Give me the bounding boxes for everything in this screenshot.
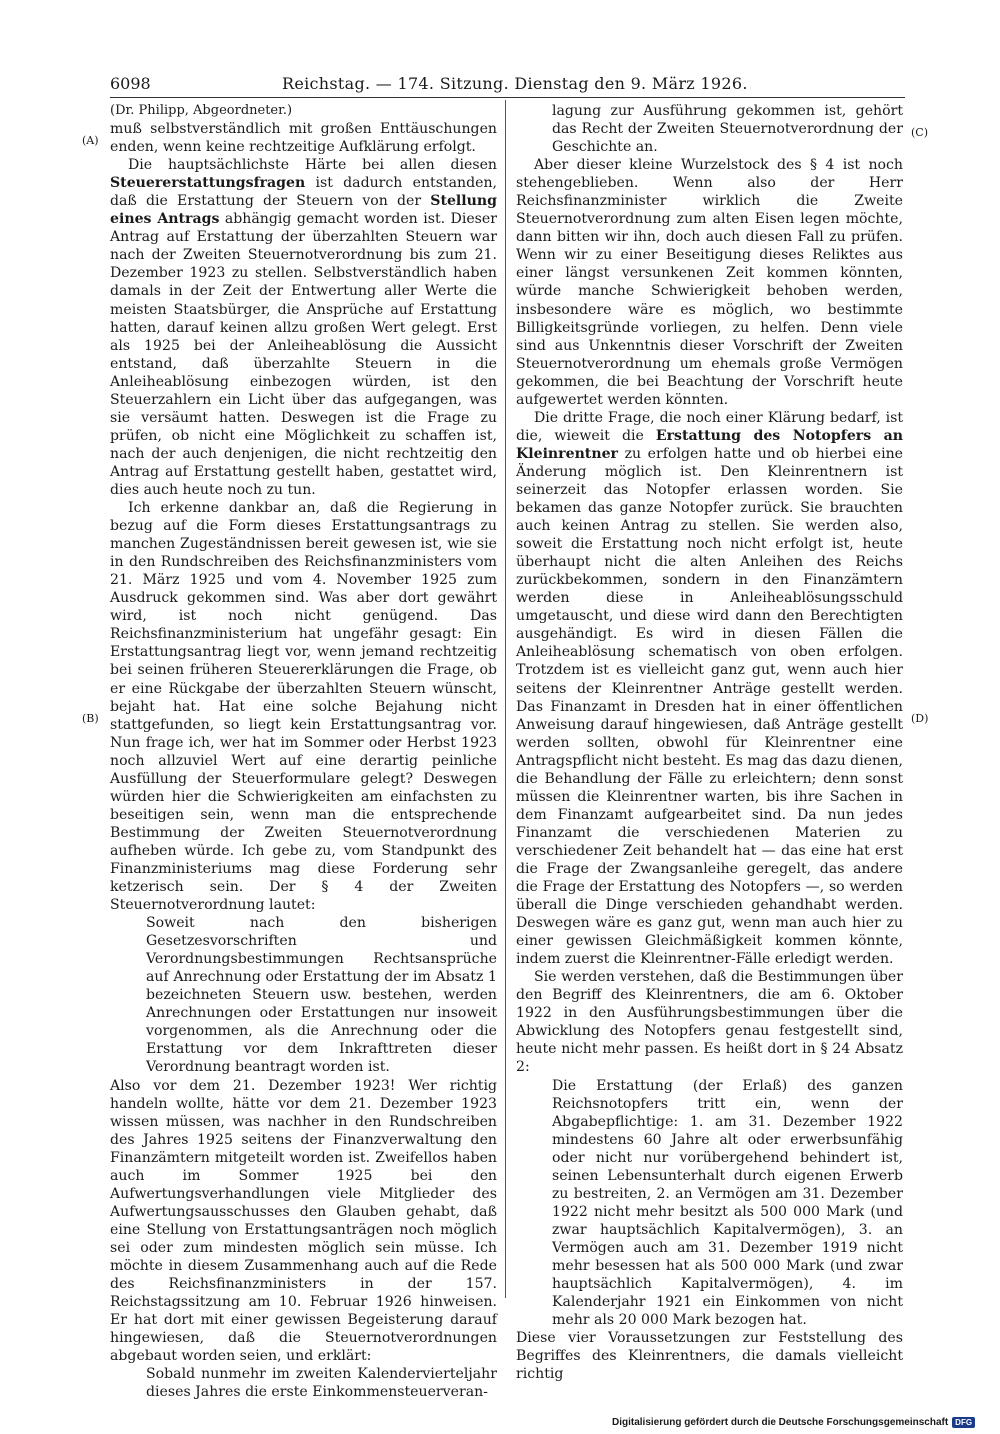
page-header: [110, 74, 905, 98]
paragraph: Diese vier Voraussetzungen zur Feststellung des Begriffes des Kleinrentners, die damals vielleicht richtig: [516, 1330, 903, 1383]
margin-mark-d: (D): [911, 712, 929, 725]
paragraph: Aber dieser kleine Wurzelstock des § 4 ist noch stehengeblieben. Wenn also der Herr Reichsfinanzminister wirklich die Zweite Steuernotverordnung zum alten Eisen legen möchte, dann bitten wir ihn, doch auch diesen Fall zu prüfen. Wenn wir zu einer Beseitigung dieses Reliktes aus einer längst versunkenen Zeit kommen könnten, würde manche Schwierigkeit behoben werden, insbesondere wäre es möglich, wo bestimmte Billigkeitsgründe vorliegen, zu helfen. Denn viele sind aus Unkenntnis dieser Vorschrift der Zweiten Steuernotverordnung um ehemals große Vermögen gekommen, die bei Beachtung der Vorschrift heute aufgewertet werden könnten.: [516, 157, 903, 408]
column-divider: [505, 100, 506, 1298]
block-quote: Soweit nach den bisherigen Gesetzesvorschriften und Verordnungsbestimmungen Rechtsansprüche auf Anrechnung oder Erstattung der im Absatz 1 bezeichneten Steuern usw. bestehen, werden Anrechnungen oder Erstattungen nur insoweit vorgenommen, als die Anrechnung oder die Erstattung vor dem Inkrafttreten dieser Verordnung beantragt worden ist.: [146, 915, 497, 1076]
emphasis: Stellung eines Antrags: [110, 193, 497, 228]
right-column: [516, 102, 903, 1383]
paragraph: muß selbstverständlich mit großen Enttäuschungen enden, wenn keine rechtzeitige Aufklärung erfolgt.: [110, 121, 497, 156]
paragraph: Sie werden verstehen, daß die Bestimmungen über den Begriff des Kleinrentners, die am 6. Oktober 1922 in den Ausführungsbestimmungen über die Abwicklung des Notopfers genau festgestellt sind, heute nicht mehr passen. Es heißt dort in § 24 Absatz 2:: [516, 969, 903, 1076]
block-quote: lagung zur Ausführung gekommen ist, gehört das Recht der Zweiten Steuernotverordnung der Geschichte an.: [552, 103, 903, 156]
emphasis: Steuererstattungsfragen: [110, 175, 306, 192]
left-column: [110, 102, 497, 1401]
margin-mark-b: (B): [82, 712, 99, 725]
header-rule: [110, 97, 905, 98]
page-number: 6098: [110, 74, 151, 93]
paragraph: Ich erkenne dankbar an, daß die Regierung in bezug auf die Form dieses Erstattungsantrags zu manchen Zugeständnissen bereit gewesen ist, wie sie in den Rundschreiben des Reichsfinanzministers vom 21. März 1925 und vom 4. November 1925 zum Ausdruck gekommen sind. Was aber dort gewährt wird, ist noch nicht genügend. Das Reichsfinanzministerium hat ungefähr gesagt: Ein Erstattungsantrag liegt vor, wenn jemand rechtzeitig bei seinen früheren Steuererklärungen die Frage, ob er eine Rückgabe der überzahlten Steuern wünscht, bejaht hat. Hat eine solche Bejahung nicht stattgefunden, so liegt kein Erstattungsantrag vor. Nun frage ich, wer hat im Sommer oder Herbst 1923 noch allzuviel Wert auf eine derartig peinliche Ausfüllung der Steuerformulare gelegt? Deswegen würden hier die Schwierigkeiten am einfachsten zu beseitigen sein, wenn man die entsprechende Bestimmung der Zweiten Steuernotverordnung aufheben würde. Ich gebe zu, vom Standpunkt des Finanzministeriums mag diese Forderung sehr ketzerisch sein. Der § 4 der Zweiten Steuernotverordnung lautet:: [110, 500, 497, 914]
speaker-attribution: (Dr. Philipp, Abgeordneter.): [110, 103, 293, 118]
block-quote: Die Erstattung (der Erlaß) des ganzen Reichsnotopfers tritt ein, wenn der Abgabepflichtige: 1. am 31. Dezember 1922 mindestens 60 Jahre alt oder erwerbsunfähig oder nicht nur vorübergehend behindert ist, seinen Lebensunterhalt durch eigenen Erwerb zu bestreiten, 2. an Vermögen am 31. Dezember 1922 nicht mehr besitzt als 500 000 Mark (und zwar hauptsächlich Kapitalvermögen), 3. an Vermögen auch am 31. Dezember 1919 nicht mehr besessen hat als 500 000 Mark (und zwar hauptsächlich Kapitalvermögen), 4. im Kalenderjahr 1921 ein Einkommen von nicht mehr als 20 000 Mark bezogen hat.: [552, 1077, 903, 1329]
paragraph: Die hauptsächlichste Härte bei allen diesen Steuererstattungsfragen ist dadurch entstanden, daß die Erstattung der Steuern von der Stellung eines Antrags abhängig gemacht worden ist. Dieser Antrag auf Erstattung der überzahlten Steuern war nach der Zweiten Steuernotverordnung bis zum 21. Dezember 1923 zu stellen. Selbstverständlich haben damals in der Zeit der Entwertung aller Werte die meisten Staatsbürger, die Ansprüche auf Erstattung hatten, darauf keinen allzu großen Wert gelegt. Erst als 1925 bei der Anleiheablösung die Aussicht entstand, daß überzahlte Steuern in die Anleiheablösung einbezogen würden, ist den Steuerzahlern ein Licht über das aufgegangen, was sie versäumt hatten. Deswegen ist die Frage zu prüfen, ob nicht eine Möglichkeit zu schaffen ist, nach der auch denjenigen, die nicht rechtzeitig den Antrag auf Erstattung gestellt haben, gestattet wird, dies auch heute noch zu tun.: [110, 157, 497, 498]
funding-credit: Digitalisierung gefördert durch die Deutsche Forschungsgemeinschaft: [612, 1417, 949, 1428]
margin-mark-c: (C): [911, 126, 928, 139]
emphasis: Erstattung des Notopfers an Kleinrentner: [516, 427, 903, 462]
dfg-logo: DFG: [952, 1417, 975, 1428]
paragraph: Die dritte Frage, die noch einer Klärung bedarf, ist die, wieweit die Erstattung des Notopfers an Kleinrentner zu erfolgen hatte und ob hierbei eine Änderung möglich ist. Den Kleinrentnern ist seinerzeit das Notopfer erlassen worden. Sie bekamen das ganze Notopfer zurück. Sie brauchten auch keinen Antrag zu stellen. Sie werden also, soweit die Erstattung noch nicht erfolgt ist, heute überhaupt nicht die alten Anleihen des Reichs zurückbekommen, sondern in den Finanzämtern werden diese in Anleiheablösungsschuld umgetauscht, und diese wird dann den Berechtigten ausgehändigt. Es wird in diesen Fällen die Anleiheablösung schematisch von oben erfolgen. Trotzdem ist es vielleicht ganz gut, wenn auch hier seitens der Kleinrentner Anträge gestellt werden. Das Finanzamt in Dresden hat in einer öffentlichen Anweisung darauf hingewiesen, daß Anträge gestellt werden sollten, obwohl für Kleinrentner eine Antragspflicht nicht besteht. Es mag das dazu dienen, die Behandlung der Fälle zu erleichtern; denn sonst müssen die Kleinrentner warten, bis ihre Sachen in dem Finanzamt aufgearbeitet sind. Da nun jedes Finanzamt die verschiedenen Materien zu verschiedener Zeit behandelt hat — das eine hat erst die Frage der Zwangsanleihe geregelt, das andere die Frage der Erstattung des Notopfers —, so werden überall die Dinge verschieden gehandhabt werden. Deswegen wäre es ganz gut, wenn man auch hier zu einer gewissen Gleichmäßigkeit kommen könnte, indem zuerst die Kleinrentner-Fälle erledigt werden.: [516, 409, 904, 968]
footer-credit: [612, 1417, 975, 1428]
block-quote: Sobald nunmehr im zweiten Kalendervierteljahr dieses Jahres die erste Einkommensteuerveran-: [146, 1366, 497, 1401]
running-head: Reichstag. — 174. Sitzung. Dienstag den 9. März 1926.: [282, 74, 748, 93]
margin-mark-a: (A): [82, 134, 99, 147]
paragraph: Also vor dem 21. Dezember 1923! Wer richtig handeln wollte, hätte vor dem 21. Dezember 1923 wissen müssen, was nachher in den Rundschreiben des Jahres 1925 seitens der Finanzverwaltung den Finanzämtern mitgeteilt worden ist. Zweifellos haben auch im Sommer 1925 bei den Aufwertungsverhandlungen viele Mitglieder des Aufwertungsausschusses den Glauben gehabt, daß eine Stellung von Erstattungsanträgen noch möglich sei oder zum mindesten möglich sein müsse. Ich möchte in diesem Zusammenhang auch auf die Rede des Reichsfinanzministers in der 157. Reichstagssitzung am 10. Februar 1926 hinweisen. Er hat dort mit einer gewissen Begeisterung darauf hingewiesen, daß die Steuernotverordnungen abgebaut worden seien, und erklärt:: [110, 1077, 497, 1365]
